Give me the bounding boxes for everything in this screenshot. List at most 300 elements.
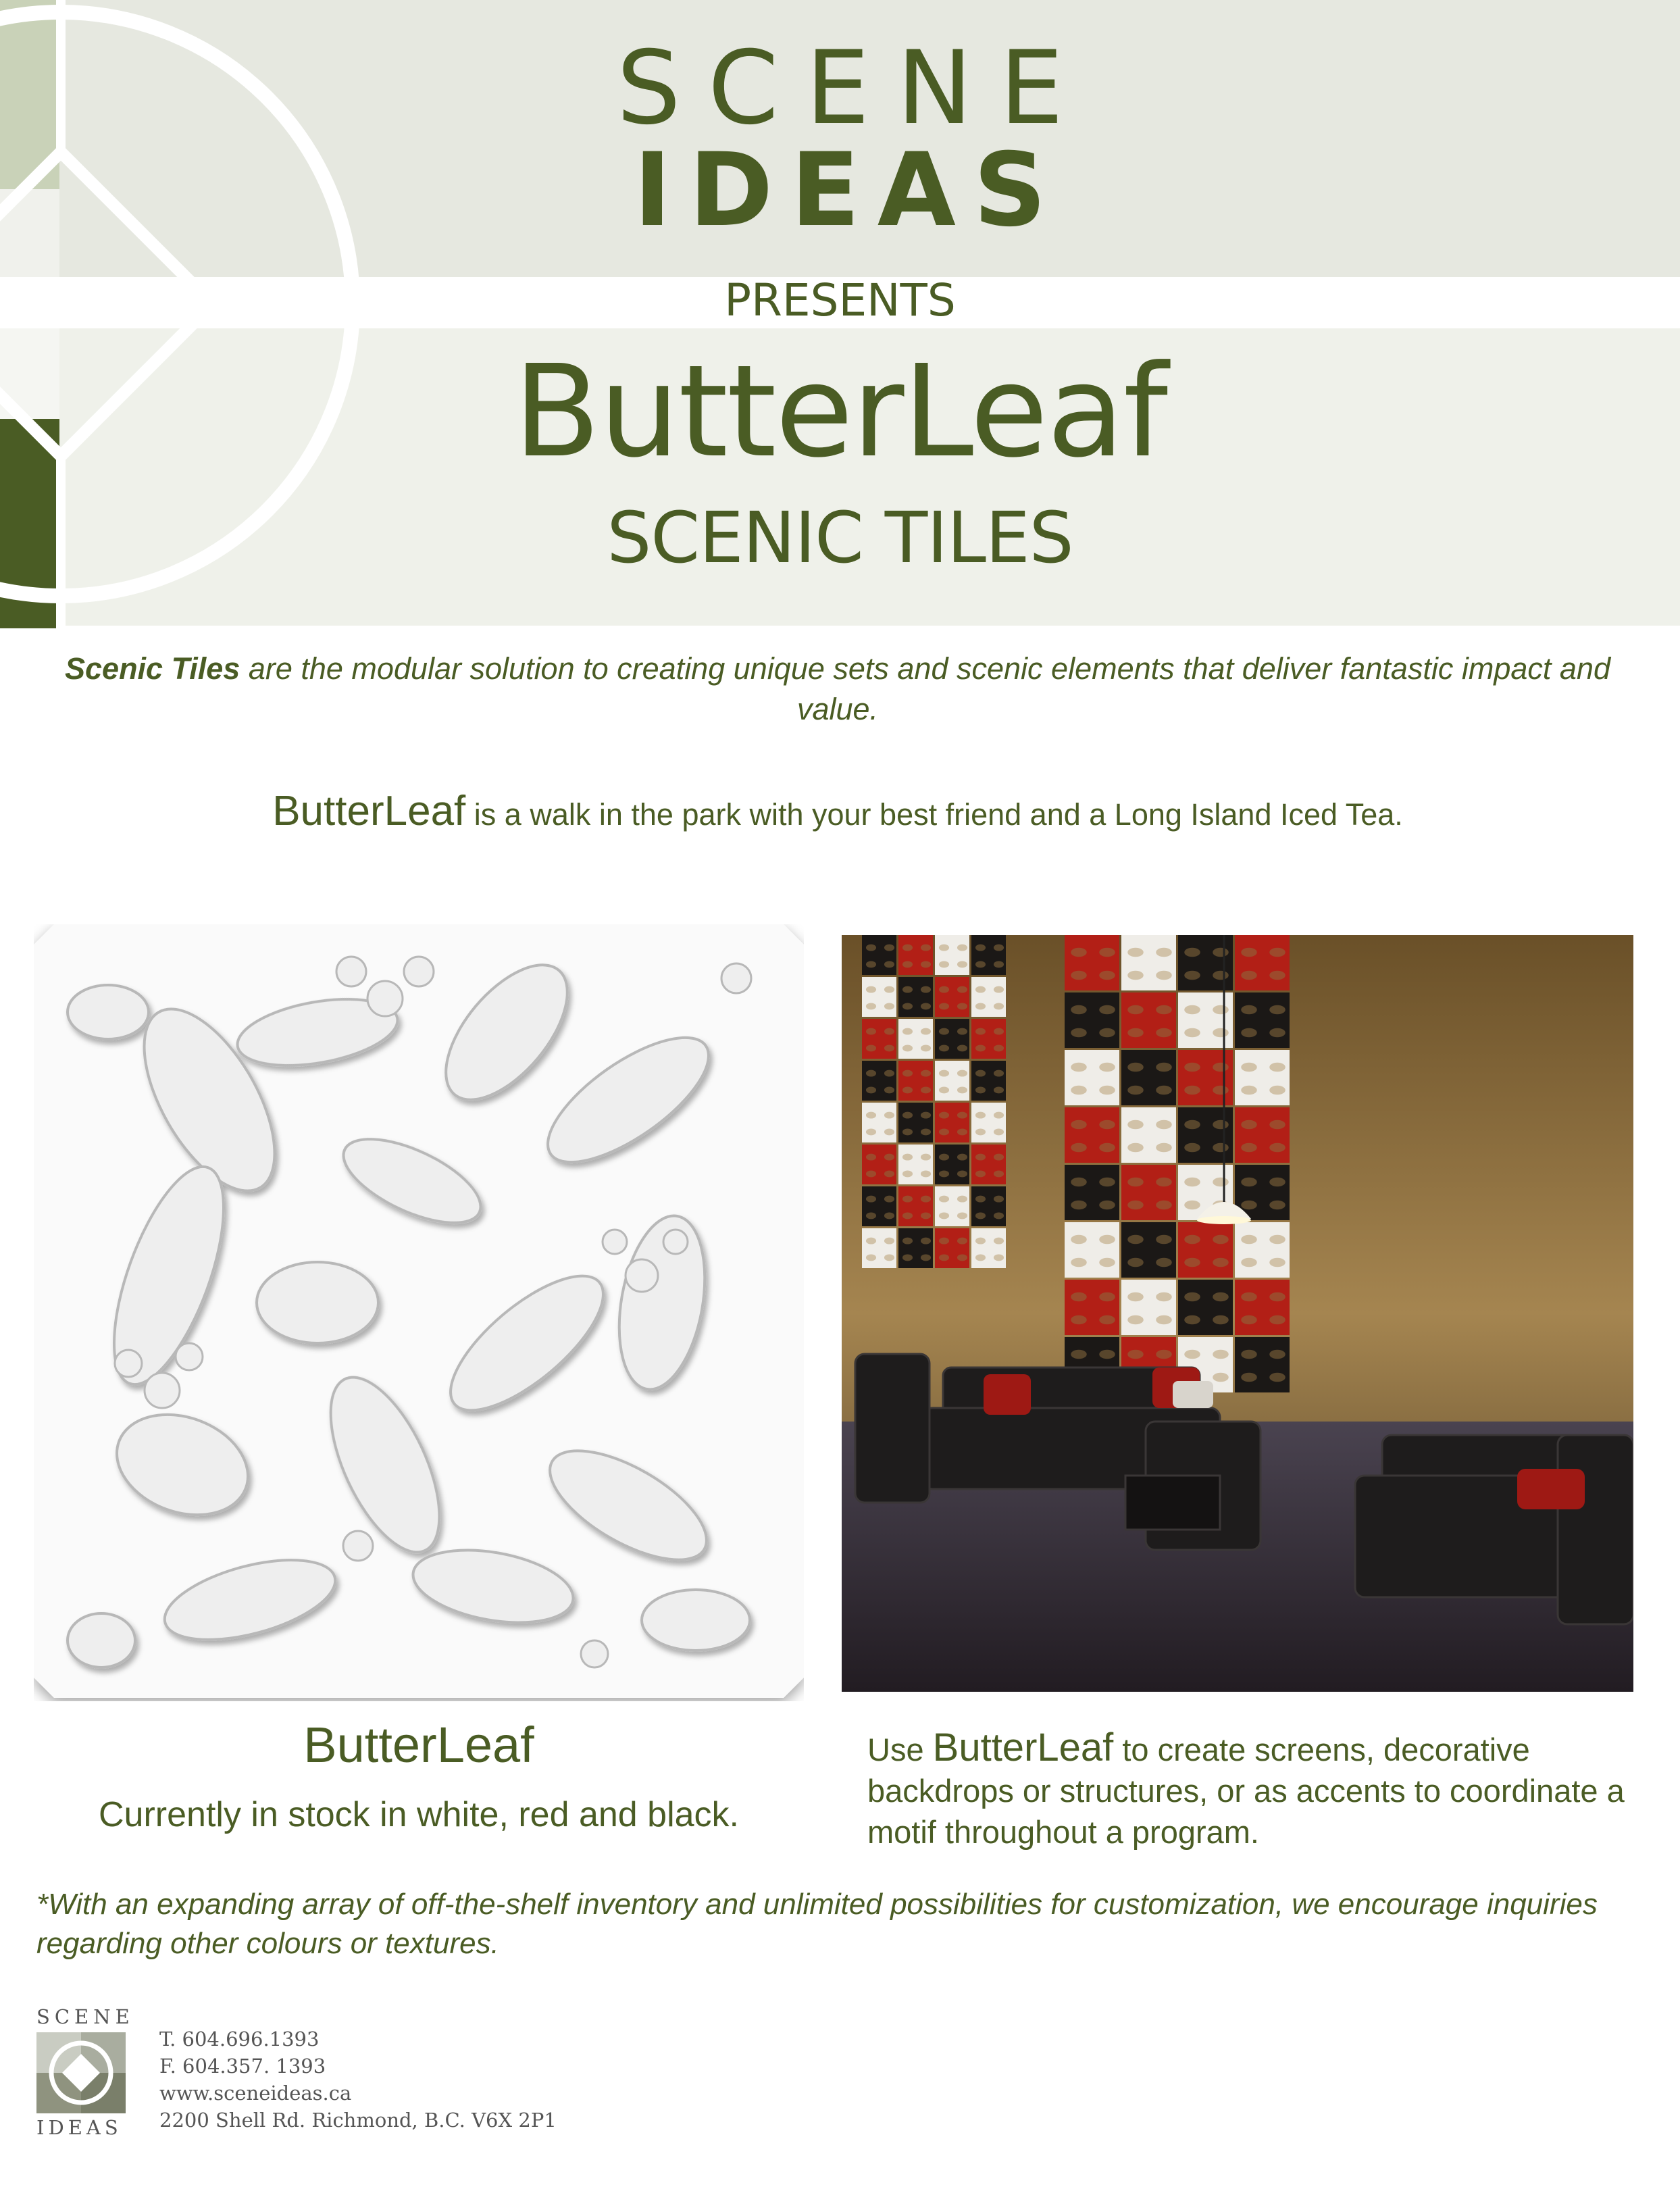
tile-cutout [1071, 1143, 1087, 1153]
tile-cutout [1269, 1373, 1286, 1382]
tile-cutout [1213, 1350, 1229, 1359]
tile-cutout [1127, 1028, 1144, 1038]
tile-cutout [975, 1212, 986, 1219]
tile-cutout [921, 1254, 931, 1261]
tile-cutout [939, 1112, 949, 1119]
tile-cutout [1071, 1201, 1087, 1210]
photo-tile [862, 1103, 896, 1142]
tile-cutout [957, 1154, 967, 1161]
photo-tile [862, 1228, 896, 1268]
tile-cutout [1184, 1120, 1200, 1130]
tile-caption-subtitle: Currently in stock in white, red and black. [99, 1795, 739, 1834]
contact-block [159, 2026, 557, 2134]
tile-cutout [1213, 1235, 1229, 1245]
tile-cutout [994, 945, 1004, 951]
tile-cutout [1269, 1201, 1286, 1210]
tile-cutout [1156, 1201, 1172, 1210]
tile-cutout [1071, 948, 1087, 957]
tile-cutout [866, 1212, 876, 1219]
tile-cutout [939, 1028, 949, 1035]
tile-cutout [957, 1045, 967, 1051]
tile-cutout [939, 1045, 949, 1051]
tile-cutout [994, 1028, 1004, 1035]
tile-cutout [957, 1212, 967, 1219]
tile-cutout [1184, 1143, 1200, 1153]
tile-cutout [957, 986, 967, 993]
tile-cutout [866, 1086, 876, 1093]
tile-cutout [921, 1196, 931, 1203]
photo-tile [898, 935, 933, 975]
tile-cutout [1184, 971, 1200, 980]
intro-bold: Scenic Tiles [65, 651, 240, 686]
photo-tile [935, 1103, 969, 1142]
photo-tile [1065, 1280, 1119, 1335]
tile-cutout [1213, 1315, 1229, 1325]
tile-cutout [939, 1170, 949, 1177]
tile-cutout [1184, 1315, 1200, 1325]
photo-tile [898, 1186, 933, 1226]
tile-cutout [884, 961, 894, 967]
photo-tile [1065, 1050, 1119, 1105]
tile-cutout [1269, 1258, 1286, 1267]
tile-cutout [921, 1070, 931, 1077]
tile-cutout [1213, 1373, 1229, 1382]
tile-cutout [1213, 1028, 1229, 1038]
tile-cutout [921, 986, 931, 993]
tile-cutout [1241, 948, 1257, 957]
tile-cutout [1241, 1315, 1257, 1325]
tile-cutout [1184, 1235, 1200, 1245]
tile-cutout [1213, 1258, 1229, 1267]
usage-paragraph [867, 1727, 1637, 1853]
tile-cutout [1127, 1063, 1144, 1072]
tile-cutout [902, 1086, 913, 1093]
tile-cutout [902, 1196, 913, 1203]
tile-cutout [1269, 1292, 1286, 1302]
photo-tile [971, 1061, 1006, 1101]
photo-tile [862, 1061, 896, 1101]
tile-cutout [1156, 1350, 1172, 1359]
tile-cutout [957, 1086, 967, 1093]
tile-cutout [1241, 1350, 1257, 1359]
photo-tile [971, 1103, 1006, 1142]
photo-tile [1065, 992, 1119, 1048]
tile-cutout [994, 961, 1004, 967]
photo-tile [1235, 1280, 1290, 1335]
tile-cutout [1071, 1315, 1087, 1325]
tile-cutout [1071, 1028, 1087, 1038]
tile-cutout [1156, 1235, 1172, 1245]
tile-cutout [884, 1003, 894, 1009]
tile-cutout [921, 1086, 931, 1093]
photo-tile [935, 935, 969, 975]
photo-tile [1235, 1337, 1290, 1392]
tile-cutout [884, 1170, 894, 1177]
tile-cutout [884, 1028, 894, 1035]
tile-cutout [866, 1003, 876, 1009]
tile-cutout [994, 1254, 1004, 1261]
tile-cutout [1213, 1005, 1229, 1015]
tile-cutout [1156, 1005, 1172, 1015]
tile-cutout [884, 986, 894, 993]
photo-tile [1121, 1280, 1176, 1335]
photo-tile [1065, 935, 1119, 990]
tile-cutout [939, 1238, 949, 1245]
tile-cutout [957, 1254, 967, 1261]
tile-cutout [1241, 1258, 1257, 1267]
tile-cutout [994, 1003, 1004, 1009]
photo-tile [1178, 1280, 1233, 1335]
photo-tile [1235, 1107, 1290, 1163]
tile-cutout [975, 945, 986, 951]
tile-cutout [866, 1045, 876, 1051]
tile-cutout [994, 1212, 1004, 1219]
photo-tile [1065, 1222, 1119, 1278]
tile-cutout [1156, 1178, 1172, 1187]
tile-cutout [921, 1112, 931, 1119]
tile-cutout [1269, 1005, 1286, 1015]
photo-tile [1121, 992, 1176, 1048]
photo-tile [971, 1186, 1006, 1226]
tile-cutout [1127, 1201, 1144, 1210]
tile-cutout [939, 1070, 949, 1077]
tile-cutout [866, 945, 876, 951]
tile-cutout [884, 1212, 894, 1219]
tile-cutout [1071, 1178, 1087, 1187]
tile-cutout [1156, 1028, 1172, 1038]
photo-tile [898, 1145, 933, 1184]
tile-cutout [866, 1254, 876, 1261]
tile-cutout [975, 1003, 986, 1009]
tile-cutout [957, 1170, 967, 1177]
photo-tile [1121, 1165, 1176, 1220]
tile-cutout [1241, 1235, 1257, 1245]
tile-cutout [1213, 1086, 1229, 1095]
photo-tile [898, 1061, 933, 1101]
tile-cutout [1127, 1350, 1144, 1359]
tagline [54, 787, 1621, 835]
tile-cutout [1127, 1120, 1144, 1130]
tile-cutout [975, 1086, 986, 1093]
usage-prefix: Use [867, 1732, 933, 1767]
tile-cutout [921, 1238, 931, 1245]
tile-cutout [1269, 1315, 1286, 1325]
photo-tile [862, 1145, 896, 1184]
tile-cutout [1156, 1143, 1172, 1153]
photo-tile [1121, 1050, 1176, 1105]
tile-cutout [1127, 1005, 1144, 1015]
tile-cutout [957, 961, 967, 967]
photo-tile [935, 1019, 969, 1059]
tile-cutout [975, 1170, 986, 1177]
tile-cutout [1269, 1028, 1286, 1038]
tile-cutout [1241, 1201, 1257, 1210]
photo-tile [1121, 935, 1176, 990]
tile-cutout [1071, 1350, 1087, 1359]
tile-cutout [921, 961, 931, 967]
tile-cutout [939, 986, 949, 993]
tile-cutout [1071, 971, 1087, 980]
photo-tile [898, 977, 933, 1017]
tile-cutout [884, 1128, 894, 1135]
room-photo [842, 935, 1633, 1692]
tile-cutout [957, 1128, 967, 1135]
tile-cutout [1099, 1028, 1115, 1038]
tile-cutout [866, 1028, 876, 1035]
tile-cutout [994, 1170, 1004, 1177]
tile-cutout [957, 1003, 967, 1009]
intro-paragraph [54, 649, 1621, 730]
tile-cutout [1099, 1143, 1115, 1153]
tile-cutout [866, 1238, 876, 1245]
tile-cutout [902, 1028, 913, 1035]
photo-tile [898, 1019, 933, 1059]
photo-tile [971, 1145, 1006, 1184]
tile-cutout [866, 1154, 876, 1161]
tile-cutout [957, 1070, 967, 1077]
tile-cutout [939, 1128, 949, 1135]
tile-cutout [1099, 1292, 1115, 1302]
contact-address: 2200 Shell Rd. Richmond, B.C. V6X 2P1 [159, 2109, 557, 2132]
tile-cutout [1156, 1086, 1172, 1095]
tile-cutout [975, 1112, 986, 1119]
tile-cutout [957, 1238, 967, 1245]
tile-cutout [902, 945, 913, 951]
intro-text: are the modular solution to creating unique sets and scenic elements that deliver fantastic impact and value. [240, 651, 1610, 726]
tile-cutout [1269, 948, 1286, 957]
tile-cutout [1071, 1120, 1087, 1130]
tile-cutout [902, 1128, 913, 1135]
tile-cutout [884, 945, 894, 951]
tile-cutout [1127, 1178, 1144, 1187]
tile-cutout [1156, 1258, 1172, 1267]
tile-image [34, 924, 804, 1701]
photo-tile [1235, 1222, 1290, 1278]
tile-cutout [1071, 1292, 1087, 1302]
tile-cutout [975, 1128, 986, 1135]
contact-fax: F. 604.357. 1393 [159, 2055, 326, 2078]
tile-cutout [884, 1196, 894, 1203]
tile-cutout [1071, 1063, 1087, 1072]
tile-cutout [921, 1128, 931, 1135]
tile-caption-title: ButterLeaf [303, 1717, 534, 1773]
tile-cutout [994, 1154, 1004, 1161]
tile-cutout [1184, 1350, 1200, 1359]
tile-cutout [884, 1154, 894, 1161]
tile-cutout [1184, 1292, 1200, 1302]
tile-cutout [1184, 948, 1200, 957]
tile-cutout [1099, 1315, 1115, 1325]
photo-tile [862, 1019, 896, 1059]
usage-text: to create screens, decorative backdrops or structures, or as accents to coordinate a motif throughout a program. [867, 1732, 1625, 1850]
tile-cutout [957, 1112, 967, 1119]
tile-cutout [975, 986, 986, 993]
tile-cutout [1071, 1235, 1087, 1245]
tile-cutout [939, 1196, 949, 1203]
tile-cutout [975, 1070, 986, 1077]
photo-tile [898, 1228, 933, 1268]
tile-cutout [1213, 1292, 1229, 1302]
tile-cutout [1156, 1315, 1172, 1325]
tile-cutout [1269, 1350, 1286, 1359]
tile-cutout [975, 1254, 986, 1261]
tile-cutout [1241, 1292, 1257, 1302]
photo-tile [1235, 992, 1290, 1048]
photo-tile [971, 1228, 1006, 1268]
tile-cutout [1269, 1063, 1286, 1072]
tile-cutout [921, 1003, 931, 1009]
tile-cutout [939, 1154, 949, 1161]
tile-cutout [1099, 1005, 1115, 1015]
tile-cutout [1184, 1201, 1200, 1210]
tile-cutout [939, 1003, 949, 1009]
tile-cutout [1127, 1235, 1144, 1245]
logo-scene: SCENE [616, 30, 1091, 147]
tile-cutout [866, 986, 876, 993]
tile-cutout [975, 1196, 986, 1203]
tile-cutout [1127, 1086, 1144, 1095]
photo-tile [971, 935, 1006, 975]
tile-cutout [1184, 1005, 1200, 1015]
tile-cutout [1241, 1373, 1257, 1382]
tile-cutout [866, 1112, 876, 1119]
tile-cutout [866, 1196, 876, 1203]
tile-cutout [1269, 1178, 1286, 1187]
tile-cutout [1213, 1120, 1229, 1130]
tile-cutout [1099, 1235, 1115, 1245]
tile-cutout [1099, 971, 1115, 980]
tile-cutout [1184, 1063, 1200, 1072]
photo-tile [935, 1186, 969, 1226]
tile-cutout [1241, 971, 1257, 980]
tile-cutout [866, 1128, 876, 1135]
tile-cutout [1099, 1178, 1115, 1187]
photo-tile [935, 1228, 969, 1268]
tile-cutout [1127, 1292, 1144, 1302]
tile-cutout [975, 1028, 986, 1035]
tile-cutout [921, 945, 931, 951]
tile-cutout [1241, 1120, 1257, 1130]
tile-cutout [902, 1003, 913, 1009]
photo-tile [935, 1145, 969, 1184]
tile-cutout [884, 1254, 894, 1261]
footnote: *With an expanding array of off-the-shelf inventory and unlimited possibilities for customization, we encourage inquiries regarding other colours or textures. [36, 1888, 1598, 1960]
tile-cutout [994, 986, 1004, 993]
tile-cutout [994, 1086, 1004, 1093]
tile-cutout [884, 1238, 894, 1245]
tile-cutout [975, 961, 986, 967]
tile-cutout [939, 1254, 949, 1261]
tile-cutout [884, 1086, 894, 1093]
footer-logo-scene: SCENE [36, 2005, 134, 2028]
tile-cutout [1241, 1063, 1257, 1072]
photo-tile [1235, 1050, 1290, 1105]
tile-cutout [1099, 948, 1115, 957]
footer-logo-ideas: IDEAS [36, 2116, 122, 2139]
tile-cutout [902, 961, 913, 967]
tile-cutout [1213, 1143, 1229, 1153]
tile-cutout [1213, 948, 1229, 957]
tile-cutout [1127, 948, 1144, 957]
usage-name: ButterLeaf [932, 1726, 1114, 1769]
tagline-text: is a walk in the park with your best friend and a Long Island Iced Tea. [465, 797, 1403, 832]
tile-cutout [1127, 1258, 1144, 1267]
tile-cutout [975, 1045, 986, 1051]
tile-cutout [994, 1196, 1004, 1203]
photo-tile [898, 1103, 933, 1142]
tile-cutout [994, 1112, 1004, 1119]
tagline-name: ButterLeaf [272, 788, 466, 834]
logo-ideas: IDEAS [634, 132, 1064, 249]
tile-cutout [1184, 1258, 1200, 1267]
tile-cutout [866, 1170, 876, 1177]
tile-cutout [921, 1170, 931, 1177]
tile-cutout [994, 1238, 1004, 1245]
tile-cutout [975, 1154, 986, 1161]
tile-cutout [902, 1070, 913, 1077]
tile-cutout [1156, 1292, 1172, 1302]
tile-cutout [1127, 1315, 1144, 1325]
tile-cutout [939, 1086, 949, 1093]
tile-cutout [1213, 1178, 1229, 1187]
footer-logo-icon [36, 2032, 126, 2113]
tile-cutout [902, 986, 913, 993]
tile-cutout [902, 1045, 913, 1051]
tile-cutout [884, 1045, 894, 1051]
contact-phone: T. 604.696.1393 [159, 2028, 320, 2051]
tile-cutout [1269, 1235, 1286, 1245]
page-title: ButterLeaf [513, 338, 1167, 486]
tile-cutout [921, 1154, 931, 1161]
tile-cutout [1241, 1086, 1257, 1095]
tile-cutout [884, 1112, 894, 1119]
tile-cutout [1099, 1063, 1115, 1072]
photo-tile [862, 935, 896, 975]
photo-tile [935, 1061, 969, 1101]
tile-cutout [1241, 1143, 1257, 1153]
photo-tile [1121, 1107, 1176, 1163]
tile-cutout [994, 1045, 1004, 1051]
contact-web[interactable]: www.sceneideas.ca [159, 2082, 352, 2105]
tile-cutout [1156, 948, 1172, 957]
photo-tile [1121, 1222, 1176, 1278]
tile-cutout [939, 961, 949, 967]
tile-cutout [1071, 1005, 1087, 1015]
tile-cutout [1213, 971, 1229, 980]
tile-cutout [1127, 1143, 1144, 1153]
tile-cutout [1241, 1028, 1257, 1038]
tile-cutout [994, 1128, 1004, 1135]
tile-cutout [1099, 1258, 1115, 1267]
tile-cutout [1269, 1120, 1286, 1130]
photo-tile [862, 1186, 896, 1226]
tile-cutout [866, 1070, 876, 1077]
tile-cutout [1241, 1005, 1257, 1015]
photo-tile [971, 977, 1006, 1017]
tile-cutout [921, 1045, 931, 1051]
tile-cutout [1269, 1143, 1286, 1153]
tile-cutout [939, 945, 949, 951]
tile-cutout [957, 1028, 967, 1035]
photo-tile [1065, 1165, 1119, 1220]
tile-cutout [1269, 971, 1286, 980]
tile-cutout [975, 1238, 986, 1245]
tile-cutout [1156, 1063, 1172, 1072]
photo-tile [1235, 935, 1290, 990]
tile-cutout [1241, 1178, 1257, 1187]
presents-label: PRESENTS [724, 274, 956, 326]
tile-cutout [902, 1170, 913, 1177]
